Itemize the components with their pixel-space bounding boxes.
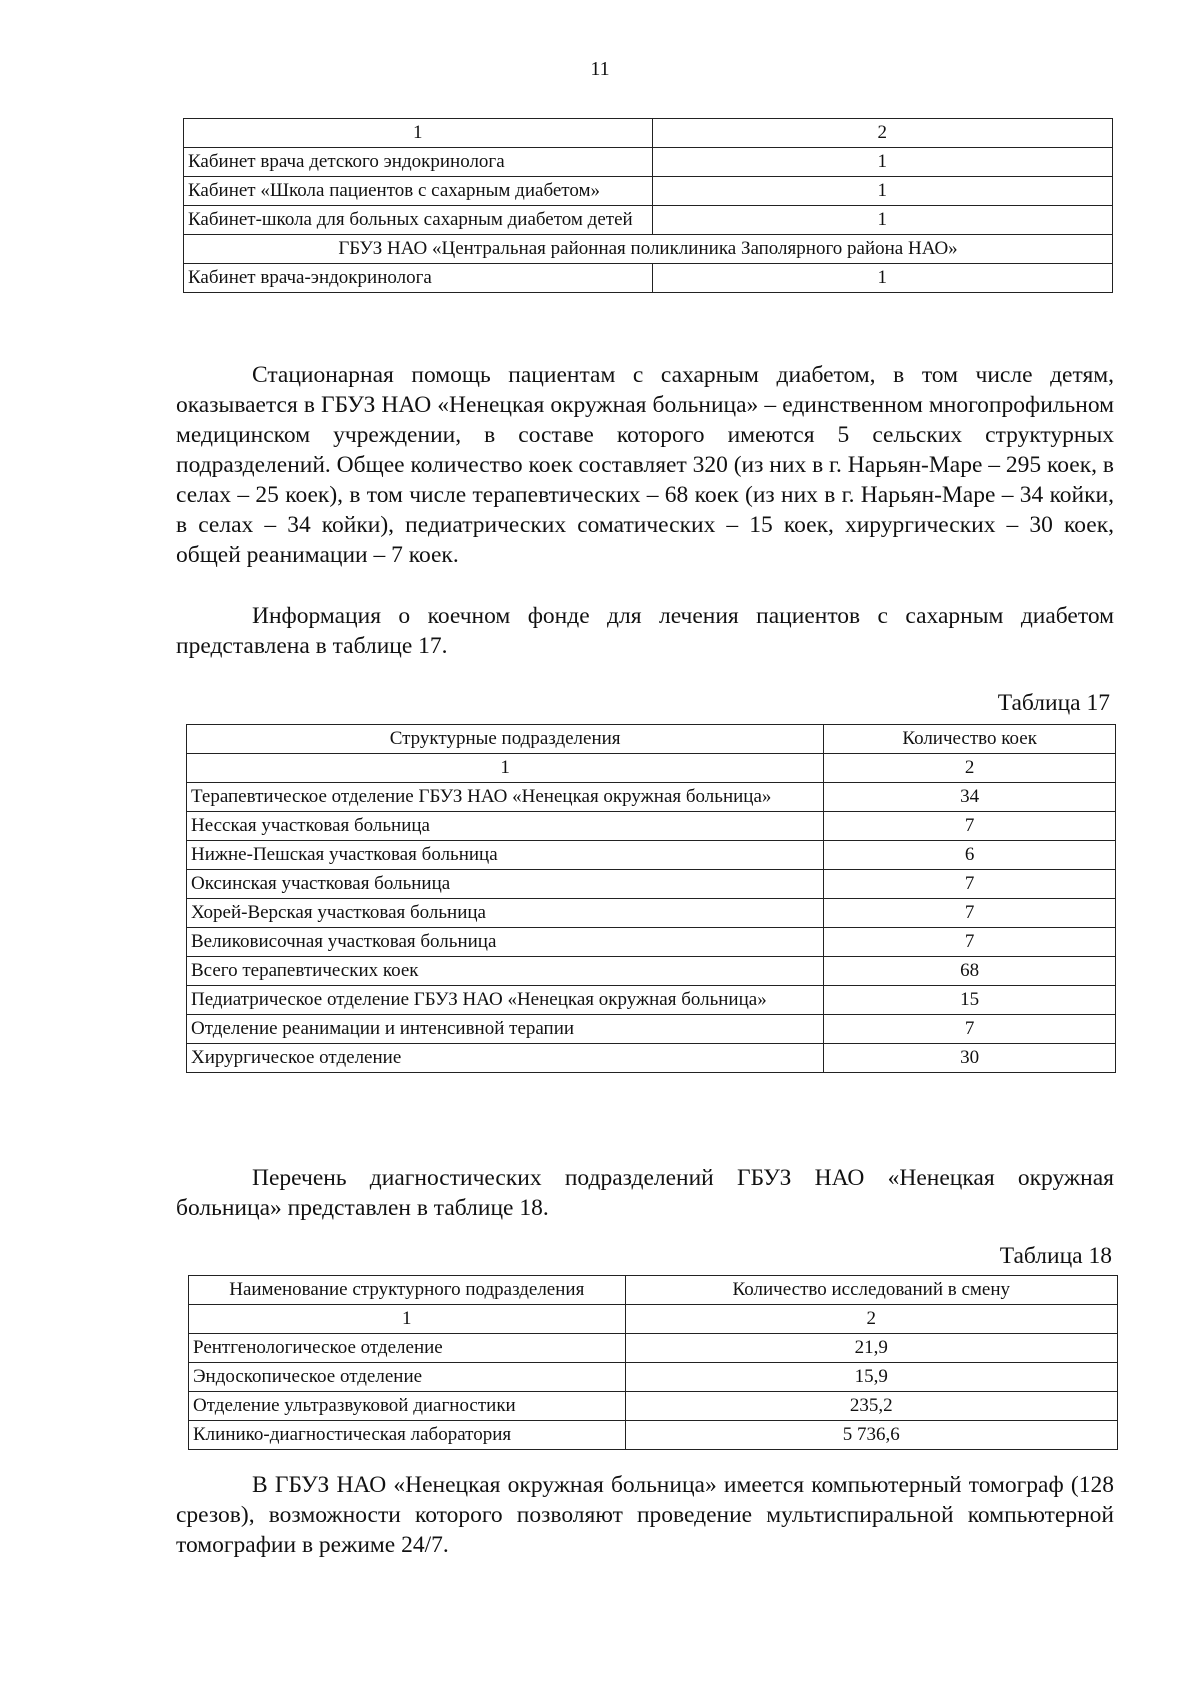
header-cell: 2 xyxy=(652,119,1112,148)
table-row xyxy=(187,957,1116,986)
row-name: Великовисочная участковая больница xyxy=(187,928,824,957)
table-section-row xyxy=(184,235,1113,264)
row-name: Нижне-Пешская участковая больница xyxy=(187,841,824,870)
row-name: Педиатрическое отделение ГБУЗ НАО «Ненецкая окружная больница» xyxy=(187,986,824,1015)
table17-caption: Таблица 17 xyxy=(997,690,1110,716)
table-row xyxy=(187,899,1116,928)
table-numbering-row xyxy=(187,754,1116,783)
header-cell: Наименование структурного подразделения xyxy=(189,1276,626,1305)
header-cell: Количество коек xyxy=(824,725,1116,754)
header-cell: Количество исследований в смену xyxy=(625,1276,1117,1305)
row-value: 30 xyxy=(824,1044,1116,1073)
row-name: Кабинет-школа для больных сахарным диабетом детей xyxy=(184,206,653,235)
row-value: 7 xyxy=(824,870,1116,899)
table-row xyxy=(187,1044,1116,1073)
section-title: ГБУЗ НАО «Центральная районная поликлиника Заполярного района НАО» xyxy=(184,235,1113,264)
numbering-cell: 2 xyxy=(824,754,1116,783)
table-row xyxy=(184,148,1113,177)
table-header-row xyxy=(184,119,1113,148)
numbering-cell: 1 xyxy=(187,754,824,783)
table-row xyxy=(187,783,1116,812)
table-header-row xyxy=(187,725,1116,754)
table-row xyxy=(187,986,1116,1015)
table-row xyxy=(187,870,1116,899)
table-row xyxy=(189,1363,1118,1392)
row-value: 235,2 xyxy=(625,1392,1117,1421)
row-name: Кабинет врача-эндокринолога xyxy=(184,264,653,293)
row-name: Рентгенологическое отделение xyxy=(189,1334,626,1363)
row-name: Клинико-диагностическая лаборатория xyxy=(189,1421,626,1450)
table-17 xyxy=(186,724,1116,1073)
row-value: 1 xyxy=(652,206,1112,235)
row-value: 21,9 xyxy=(625,1334,1117,1363)
row-value: 1 xyxy=(652,177,1112,206)
table-row xyxy=(189,1334,1118,1363)
table18-caption: Таблица 18 xyxy=(999,1243,1112,1269)
row-value: 7 xyxy=(824,928,1116,957)
row-name: Отделение ультразвуковой диагностики xyxy=(189,1392,626,1421)
table-row xyxy=(184,177,1113,206)
table-row xyxy=(187,812,1116,841)
row-name: Хирургическое отделение xyxy=(187,1044,824,1073)
row-value: 5 736,6 xyxy=(625,1421,1117,1450)
table-row xyxy=(184,264,1113,293)
table-row xyxy=(189,1421,1118,1450)
row-value: 15,9 xyxy=(625,1363,1117,1392)
row-value: 1 xyxy=(652,148,1112,177)
row-name: Отделение реанимации и интенсивной терапии xyxy=(187,1015,824,1044)
row-name: Кабинет «Школа пациентов с сахарным диабетом» xyxy=(184,177,653,206)
paragraph-bed-fund-info: Информация о коечном фонде для лечения пациентов с сахарным диабетом представлена в таблице 17. xyxy=(176,603,1114,659)
header-cell: 1 xyxy=(184,119,653,148)
row-value: 7 xyxy=(824,899,1116,928)
numbering-cell: 1 xyxy=(189,1305,626,1334)
row-value: 6 xyxy=(824,841,1116,870)
table-18 xyxy=(188,1275,1118,1450)
row-name: Хорей-Верская участковая больница xyxy=(187,899,824,928)
table-row xyxy=(184,206,1113,235)
row-value: 34 xyxy=(824,783,1116,812)
row-value: 7 xyxy=(824,812,1116,841)
table-row xyxy=(189,1392,1118,1421)
row-name: Несская участковая больница xyxy=(187,812,824,841)
paragraph-inpatient-care: Стационарная помощь пациентам с сахарным диабетом, в том числе детям, оказывается в ГБУЗ НАО «Ненецкая окружная больница» – единственном многопрофильном медицинском учреждении, в составе которого имеются 5 сельских структурных подразделений. Общее количество коек составляет 320 (из них в г. Нарьян-Маре – 295 коек, в селах – 25 коек), в том числе терапевтических – 68 коек (из них в г. Нарьян-Маре – 34 койки, в селах – 34 койки), педиатрических соматических – 15 коек, хирургических – 30 коек, общей реанимации – 7 коек. xyxy=(176,362,1114,568)
paragraph-ct-scanner: В ГБУЗ НАО «Ненецкая окружная больница» имеется компьютерный томограф (128 срезов), возможности которого позволяют проведение мультиспиральной компьютерной томографии в режиме 24/7. xyxy=(176,1472,1114,1558)
row-name: Всего терапевтических коек xyxy=(187,957,824,986)
table-numbering-row xyxy=(189,1305,1118,1334)
row-value: 68 xyxy=(824,957,1116,986)
table-row xyxy=(187,841,1116,870)
row-name: Эндоскопическое отделение xyxy=(189,1363,626,1392)
row-name: Терапевтическое отделение ГБУЗ НАО «Ненецкая окружная больница» xyxy=(187,783,824,812)
header-cell: Структурные подразделения xyxy=(187,725,824,754)
table-header-row xyxy=(189,1276,1118,1305)
paragraph-diagnostic-list: Перечень диагностических подразделений ГБУЗ НАО «Ненецкая окружная больница» представлен в таблице 18. xyxy=(176,1165,1114,1221)
page-number: 11 xyxy=(590,58,610,80)
table-continued xyxy=(183,118,1113,293)
table-row xyxy=(187,928,1116,957)
row-value: 7 xyxy=(824,1015,1116,1044)
row-value: 1 xyxy=(652,264,1112,293)
row-name: Кабинет врача детского эндокринолога xyxy=(184,148,653,177)
row-value: 15 xyxy=(824,986,1116,1015)
table-row xyxy=(187,1015,1116,1044)
row-name: Оксинская участковая больница xyxy=(187,870,824,899)
numbering-cell: 2 xyxy=(625,1305,1117,1334)
